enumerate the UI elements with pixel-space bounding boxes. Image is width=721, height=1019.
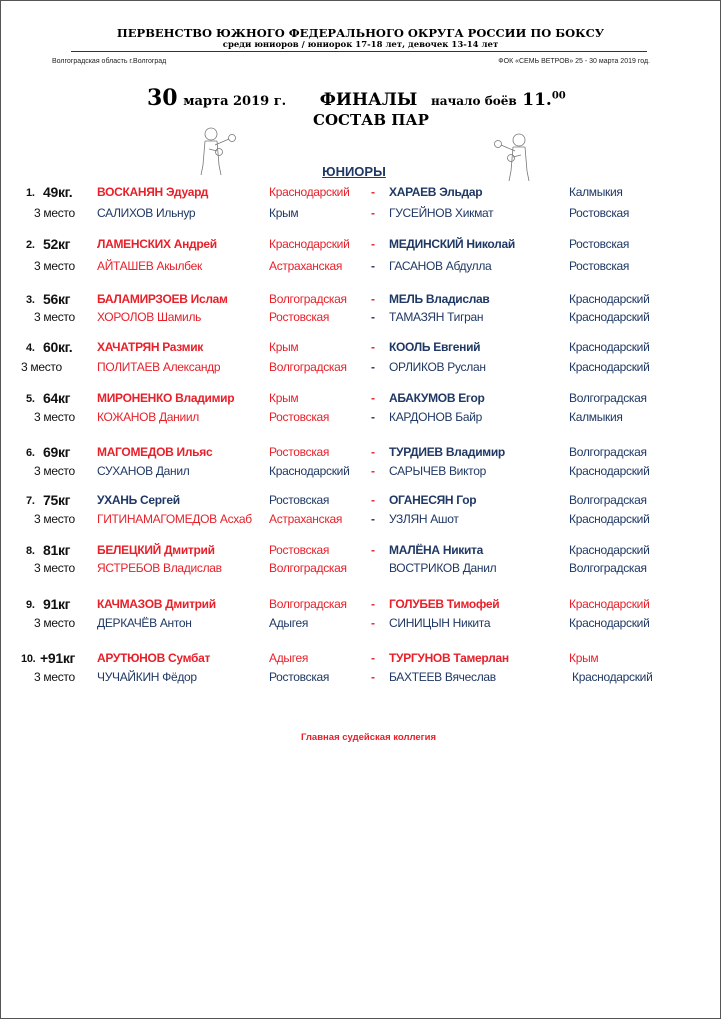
bout-number: 6. xyxy=(26,447,35,459)
final-right-boxer-name: ТУРГУНОВ Тамерлан xyxy=(389,651,509,665)
final-right-region: Ростовская xyxy=(569,237,630,251)
vs-dash: - xyxy=(371,651,375,665)
third-left-region: Волгоградская xyxy=(269,360,347,374)
vs-dash: - xyxy=(371,391,375,405)
third-left-region: Адыгея xyxy=(269,616,309,630)
third-left-region: Крым xyxy=(269,206,299,220)
final-right-region: Волгоградская xyxy=(569,391,647,405)
bout-number: 4. xyxy=(26,342,35,354)
third-left-boxer-name: ХОРОЛОВ Шамиль xyxy=(97,310,202,324)
final-left-boxer-name: БАЛАМИРЗОЕВ Ислам xyxy=(97,292,228,306)
vs-dash: - xyxy=(371,340,375,354)
third-place-label: 3 место xyxy=(34,616,75,630)
third-left-region: Ростовская xyxy=(269,670,330,684)
final-left-region: Крым xyxy=(269,391,299,405)
third-right-region: Краснодарский xyxy=(572,670,653,684)
third-left-boxer-name: САЛИХОВ Ильнур xyxy=(97,206,196,220)
final-left-region: Ростовская xyxy=(269,493,330,507)
bout-number: 5. xyxy=(26,393,35,405)
third-left-boxer-name: ЧУЧАЙКИН Фёдор xyxy=(97,670,197,684)
event-heading xyxy=(147,85,566,111)
third-left-region: Краснодарский xyxy=(269,464,350,478)
vs-dash: - xyxy=(371,292,375,306)
stage: ФИНАЛЫ xyxy=(319,90,418,110)
bout-number: 9. xyxy=(26,599,35,611)
third-left-boxer-name: ДЕРКАЧЁВ Антон xyxy=(97,616,192,630)
start-minutes: 00 xyxy=(551,90,566,102)
weight-class: 64кг xyxy=(43,390,71,406)
final-right-boxer-name: МАЛЁНА Никита xyxy=(389,543,483,557)
bout-number: 1. xyxy=(26,187,35,199)
final-left-region: Волгоградская xyxy=(269,597,347,611)
bout-number: 2. xyxy=(26,239,35,251)
bout-number: 3. xyxy=(26,294,35,306)
third-right-region: Ростовская xyxy=(569,206,630,220)
final-left-boxer-name: УХАНЬ Сергей xyxy=(97,493,180,507)
third-right-region: Краснодарский xyxy=(569,310,650,324)
day: 30 xyxy=(147,85,178,111)
final-right-boxer-name: ТУРДИЕВ Владимир xyxy=(389,445,505,459)
weight-class: +91кг xyxy=(40,650,76,666)
header-rule xyxy=(71,51,647,52)
third-place-label: 3 место xyxy=(34,410,75,424)
weight-class: 75кг xyxy=(43,492,71,508)
third-left-boxer-name: ПОЛИТАЕВ Александр xyxy=(97,360,221,374)
final-left-region: Краснодарский xyxy=(269,237,350,251)
final-left-region: Краснодарский xyxy=(269,185,350,199)
weight-class: 81кг xyxy=(43,542,71,558)
vs-dash: - xyxy=(371,543,375,557)
final-right-boxer-name: КООЛЬ Евгений xyxy=(389,340,481,354)
third-place-label: 3 место xyxy=(34,259,75,273)
third-left-boxer-name: АЙТАШЕВ Акылбек xyxy=(97,259,202,273)
weight-class: 91кг xyxy=(43,596,71,612)
bout-number: 8. xyxy=(26,545,35,557)
third-right-region: Краснодарский xyxy=(569,616,650,630)
third-right-boxer-name: УЗЛЯН Ашот xyxy=(389,512,459,526)
weight-class: 49кг. xyxy=(43,184,73,200)
chief-judges-signature: Главная судейская коллегия xyxy=(300,732,437,743)
third-left-region: Ростовская xyxy=(269,410,330,424)
bout-number: 7. xyxy=(26,495,35,507)
final-right-boxer-name: МЕЛЬ Владислав xyxy=(389,292,490,306)
third-right-region: Ростовская xyxy=(569,259,630,273)
third-place-label: 3 место xyxy=(34,464,75,478)
vs-dash: - xyxy=(371,464,375,478)
document-title: ПЕРВЕНСТВО ЮЖНОГО ФЕДЕРАЛЬНОГО ОКРУГА РОССИИ ПО БОКСУ xyxy=(116,26,605,40)
third-right-region: Краснодарский xyxy=(569,464,650,478)
final-left-region: Ростовская xyxy=(269,543,330,557)
final-left-boxer-name: ХАЧАТРЯН Размик xyxy=(97,340,204,354)
vs-dash: - xyxy=(371,310,375,324)
third-right-region: Волгоградская xyxy=(569,561,647,575)
third-right-boxer-name: СИНИЦЫН Никита xyxy=(389,616,491,630)
final-right-region: Крым xyxy=(569,651,599,665)
final-left-region: Ростовская xyxy=(269,445,330,459)
third-left-boxer-name: КОЖАНОВ Даниил xyxy=(97,410,199,424)
final-left-boxer-name: АРУТЮНОВ Сумбат xyxy=(97,651,211,665)
subheading: СОСТАВ ПАР xyxy=(313,111,429,129)
final-right-boxer-name: ХАРАЕВ Эльдар xyxy=(389,185,483,199)
final-left-boxer-name: ЛАМЕНСКИХ Андрей xyxy=(97,237,217,251)
third-place-label: 3 место xyxy=(34,670,75,684)
vs-dash: - xyxy=(371,670,375,684)
vs-dash: - xyxy=(371,616,375,630)
third-left-boxer-name: СУХАНОВ Данил xyxy=(97,464,190,478)
third-right-boxer-name: ТАМАЗЯН Тигран xyxy=(389,310,484,324)
section-juniors: ЮНИОРЫ xyxy=(322,164,386,179)
bout-number: 10. xyxy=(21,653,36,665)
final-right-boxer-name: МЕДИНСКИЙ Николай xyxy=(389,237,515,251)
third-right-boxer-name: БАХТЕЕВ Вячеслав xyxy=(389,670,496,684)
vs-dash: - xyxy=(371,410,375,424)
final-right-boxer-name: АБАКУМОВ Егор xyxy=(389,391,485,405)
third-left-region: Ростовская xyxy=(269,310,330,324)
final-right-region: Краснодарский xyxy=(569,340,650,354)
final-right-region: Волгоградская xyxy=(569,445,647,459)
venue-dates: ФОК «СЕМЬ ВЕТРОВ» 25 - 30 марта 2019 год. xyxy=(498,58,650,65)
weight-class: 56кг xyxy=(43,291,71,307)
third-right-boxer-name: ГУСЕЙНОВ Хикмат xyxy=(389,206,494,220)
weight-class: 52кг xyxy=(43,236,71,252)
third-left-boxer-name: ЯСТРЕБОВ Владислав xyxy=(97,561,222,575)
third-left-region: Астраханская xyxy=(269,512,343,526)
third-right-boxer-name: ВОСТРИКОВ Данил xyxy=(389,561,497,575)
vs-dash: - xyxy=(371,259,375,273)
third-left-region: Астраханская xyxy=(269,259,343,273)
final-left-boxer-name: КАЧМАЗОВ Дмитрий xyxy=(97,597,216,611)
start-label: начало боёв xyxy=(430,94,517,108)
final-right-region: Краснодарский xyxy=(569,292,650,306)
third-place-label: 3 место xyxy=(34,512,75,526)
document-subtitle: среди юниоров / юниорок 17-18 лет, девочек 13-14 лет xyxy=(222,40,499,50)
vs-dash: - xyxy=(371,185,375,199)
vs-dash: - xyxy=(371,360,375,374)
final-left-region: Волгоградская xyxy=(269,292,347,306)
final-right-boxer-name: ОГАНЕСЯН Гор xyxy=(389,493,477,507)
vs-dash: - xyxy=(371,237,375,251)
third-left-boxer-name: ГИТИНАМАГОМЕДОВ Асхаб xyxy=(97,512,252,526)
third-right-region: Краснодарский xyxy=(569,360,650,374)
third-right-boxer-name: ГАСАНОВ Абдулла xyxy=(389,259,492,273)
final-right-region: Краснодарский xyxy=(569,543,650,557)
vs-dash: - xyxy=(371,493,375,507)
month-year: марта 2019 г. xyxy=(183,94,287,109)
vs-dash: - xyxy=(371,597,375,611)
third-right-boxer-name: КАРДОНОВ Байр xyxy=(389,410,483,424)
weight-class: 60кг. xyxy=(43,339,73,355)
final-left-boxer-name: ВОСКАНЯН Эдуард xyxy=(97,185,209,199)
third-place-label: 3 место xyxy=(34,206,75,220)
third-right-boxer-name: ОРЛИКОВ Руслан xyxy=(389,360,486,374)
final-left-region: Адыгея xyxy=(269,651,309,665)
third-right-region: Краснодарский xyxy=(569,512,650,526)
final-right-region: Краснодарский xyxy=(569,597,650,611)
third-right-region: Калмыкия xyxy=(569,410,623,424)
final-right-boxer-name: ГОЛУБЕВ Тимофей xyxy=(389,597,500,611)
final-right-region: Калмыкия xyxy=(569,185,623,199)
final-left-boxer-name: МИРОНЕНКО Владимир xyxy=(97,391,235,405)
weight-class: 69кг xyxy=(43,444,71,460)
final-right-region: Волгоградская xyxy=(569,493,647,507)
start-time: 11. xyxy=(522,90,552,110)
vs-dash: - xyxy=(371,445,375,459)
location: Волгоградская область г.Волгоград xyxy=(52,58,167,65)
third-place-label: 3 место xyxy=(34,310,75,324)
final-left-boxer-name: БЕЛЕЦКИЙ Дмитрий xyxy=(97,543,215,557)
final-left-region: Крым xyxy=(269,340,299,354)
third-place-label: 3 место xyxy=(34,561,75,575)
vs-dash: - xyxy=(371,206,375,220)
vs-dash: - xyxy=(371,512,375,526)
third-right-boxer-name: САРЫЧЕВ Виктор xyxy=(389,464,486,478)
third-place-label: 3 место xyxy=(21,360,62,374)
final-left-boxer-name: МАГОМЕДОВ Ильяс xyxy=(97,445,213,459)
third-left-region: Волгоградская xyxy=(269,561,347,575)
